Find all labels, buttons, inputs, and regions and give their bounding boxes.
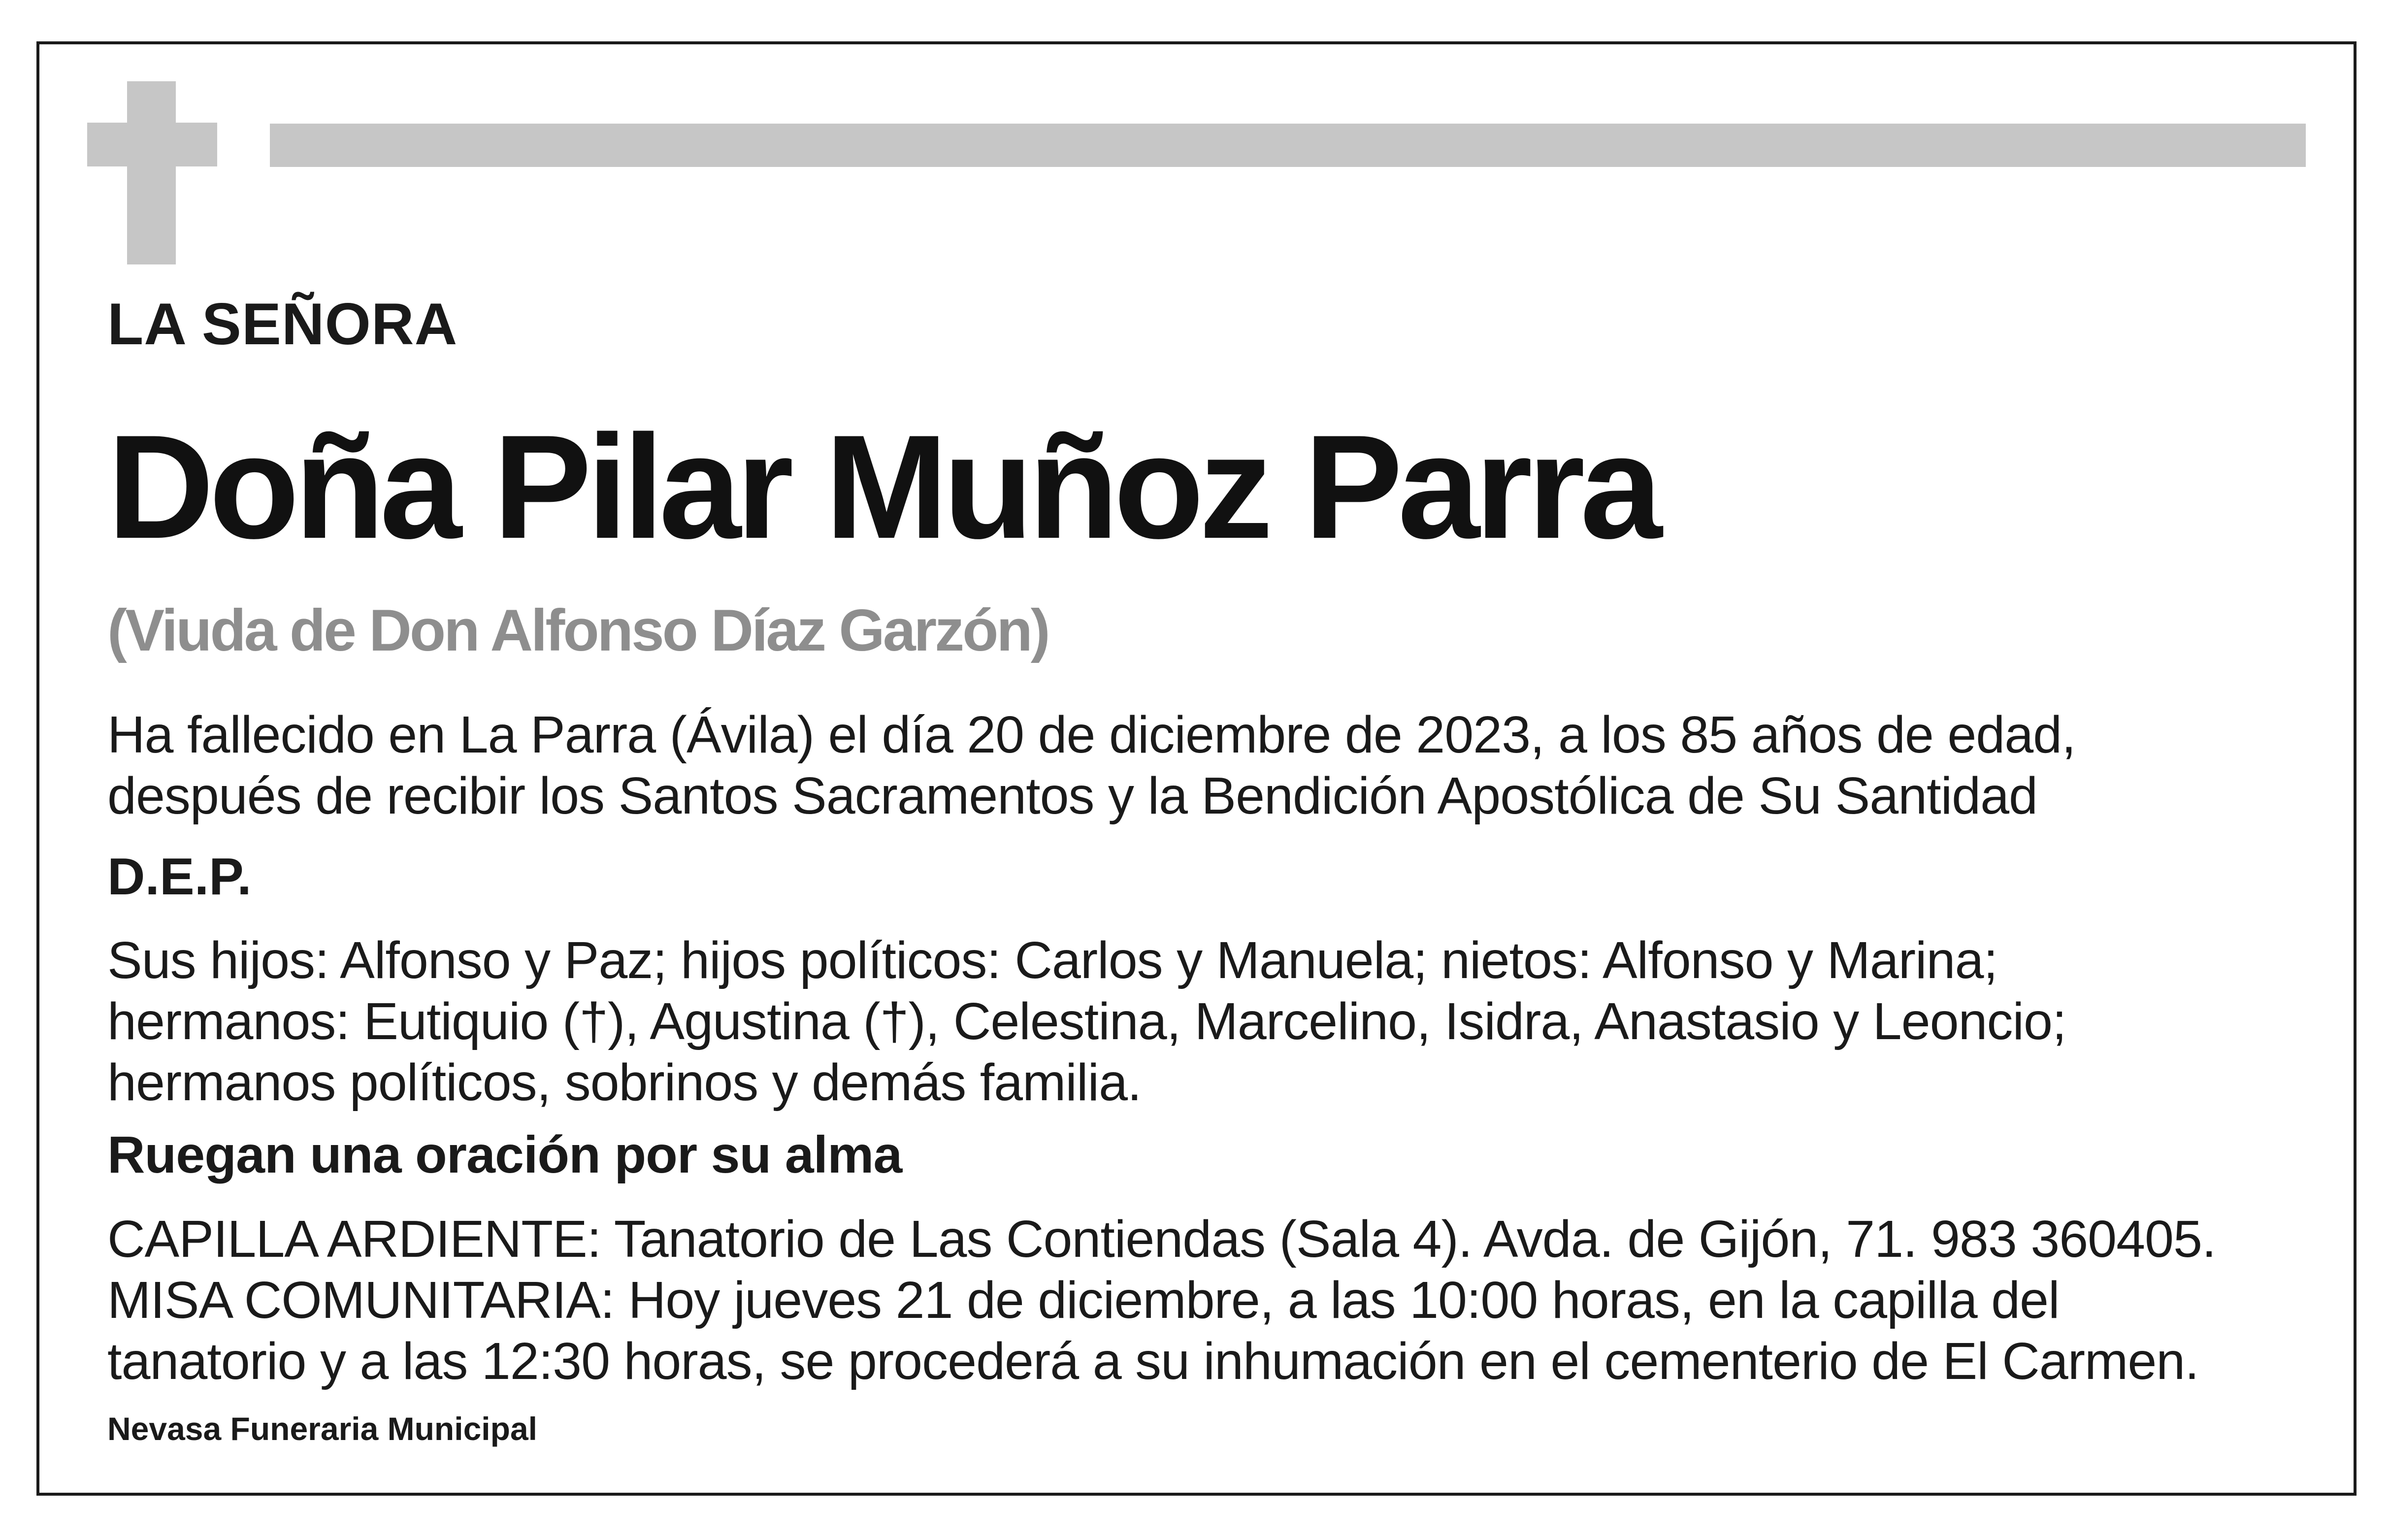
family-line: hermanos políticos, sobrinos y demás familia. bbox=[107, 1053, 1142, 1112]
family-line: Sus hijos: Alfonso y Paz; hijos políticos: Carlos y Manuela; nietos: Alfonso y Marina; bbox=[107, 931, 1997, 989]
honorific: LA SEÑORA bbox=[107, 291, 458, 357]
deceased-name: Doña Pilar Muñoz Parra bbox=[107, 404, 1658, 569]
service-line: tanatorio y a las 12:30 horas, se procederá a su inhumación en el cementerio de El Carmen. bbox=[107, 1332, 2199, 1390]
widow-of-line: (Viuda de Don Alfonso Díaz Garzón) bbox=[107, 597, 1048, 663]
cross-icon-vertical bbox=[127, 81, 176, 264]
service-details bbox=[107, 1209, 2216, 1392]
service-line: MISA COMUNITARIA: Hoy jueves 21 de diciembre, a las 10:00 horas, en la capilla del bbox=[107, 1271, 2060, 1329]
service-line: CAPILLA ARDIENTE: Tanatorio de Las Contiendas (Sala 4). Avda. de Gijón, 71. 983 360405. bbox=[107, 1210, 2216, 1268]
header-bar bbox=[270, 124, 2306, 167]
death-announcement bbox=[107, 704, 2076, 826]
dep-label: D.E.P. bbox=[107, 848, 252, 906]
death-line: después de recibir los Santos Sacramentos y la Bendición Apostólica de Su Santidad bbox=[107, 767, 2037, 825]
prayer-request: Ruegan una oración por su alma bbox=[107, 1126, 902, 1184]
death-line: Ha fallecido en La Parra (Ávila) el día 20 de diciembre de 2023, a los 85 años de edad, bbox=[107, 706, 2076, 764]
family-line: hermanos: Eutiquio (†), Agustina (†), Celestina, Marcelino, Isidra, Anastasio y Leoncio; bbox=[107, 992, 2066, 1050]
cross-icon-horizontal bbox=[87, 123, 217, 166]
funeral-home: Nevasa Funeraria Municipal bbox=[107, 1410, 537, 1447]
family-list bbox=[107, 930, 2066, 1113]
